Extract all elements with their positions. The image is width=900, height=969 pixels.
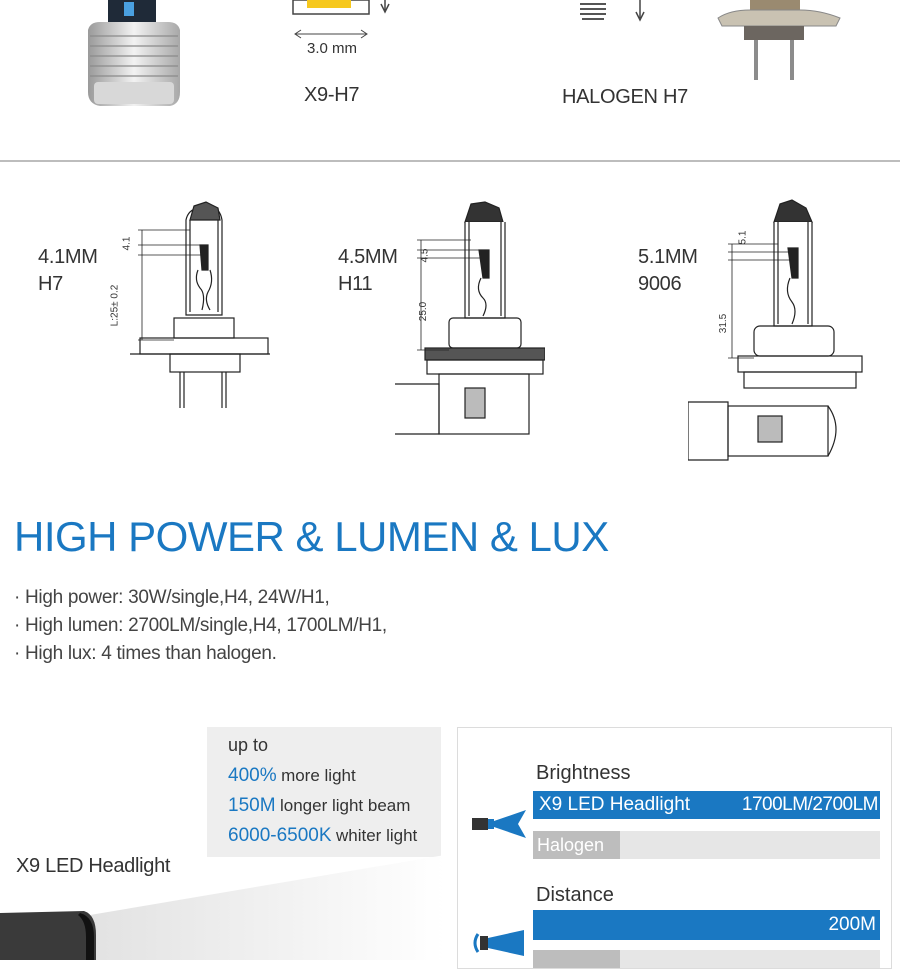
distance-halogen-bar: [533, 950, 620, 968]
x9-h7-label: X9-H7: [304, 84, 360, 106]
brightness-led-bar: [533, 791, 880, 819]
bulb-type-h11: H11: [338, 273, 373, 295]
distance-led-bar: [533, 910, 880, 940]
headlight-beam-graphic: [0, 855, 445, 960]
feature-item: · High lux: 4 times than halogen.: [14, 643, 277, 664]
stat-color: [228, 825, 417, 847]
flashlight-icon: [472, 810, 528, 843]
headlamp-icon: [470, 930, 526, 961]
feature-item: · High power: 30W/single,H4, 24W/H1,: [14, 587, 330, 608]
9006-dim-bottom: 31.5: [718, 313, 730, 334]
highlights-box: [207, 727, 441, 857]
bulb-size-h11: 4.5MM: [338, 246, 398, 268]
distance-led-value: 200M: [828, 914, 876, 935]
brightness-halogen-bar: [533, 831, 620, 859]
feature-list: [14, 584, 387, 668]
bulb-type-9006: 9006: [638, 273, 682, 295]
feature-item: · High lumen: 2700LM/single,H4, 1700LM/H1,: [14, 615, 387, 636]
chip-dimension: 3.0 mm: [307, 40, 358, 57]
h7-dim-top: 4.1: [121, 236, 133, 251]
h7-bulb-diagram: [110, 200, 275, 415]
bulb-size-h7: 4.1MM: [38, 246, 98, 268]
brightness-halogen-label: Halogen: [537, 835, 605, 855]
section-heading: HIGH POWER & LUMEN & LUX: [14, 513, 609, 560]
9006-dim-top: 5.1: [737, 230, 749, 245]
stat-value: 150M: [228, 795, 276, 816]
stat-light: [228, 765, 356, 787]
stat-value: 6000-6500K: [228, 825, 332, 846]
9006-bulb-diagram: [688, 198, 866, 466]
bulb-type-h7: H7: [38, 273, 63, 295]
halogen-bulb-image: [710, 0, 850, 86]
led-bulb-image: [80, 0, 190, 112]
stat-beam: [228, 795, 410, 817]
h11-dim-top: 4.5: [419, 248, 431, 263]
section-divider: [0, 160, 900, 162]
h7-dim-bottom: L:25± 0.2: [109, 284, 121, 327]
stat-text: longer light beam: [279, 796, 411, 815]
h11-dim-bottom: 25.0: [418, 301, 430, 322]
distance-title: Distance: [536, 884, 614, 906]
bulb-size-9006: 5.1MM: [638, 246, 698, 268]
product-label: X9 LED Headlight: [16, 855, 171, 877]
halogen-h7-label: HALOGEN H7: [562, 86, 688, 108]
stat-text: more light: [281, 766, 356, 785]
halogen-coil-diagram: [570, 0, 660, 30]
up-to-label: up to: [228, 735, 269, 755]
stat-text: whiter light: [336, 826, 418, 845]
stat-value: 400%: [228, 765, 277, 786]
brightness-led-label: X9 LED Headlight: [539, 794, 691, 815]
brightness-led-value: 1700LM/2700LM: [741, 794, 878, 815]
chip-diagram: [285, 0, 400, 45]
brightness-title: Brightness: [536, 762, 631, 784]
comparison-panel: [457, 727, 892, 969]
